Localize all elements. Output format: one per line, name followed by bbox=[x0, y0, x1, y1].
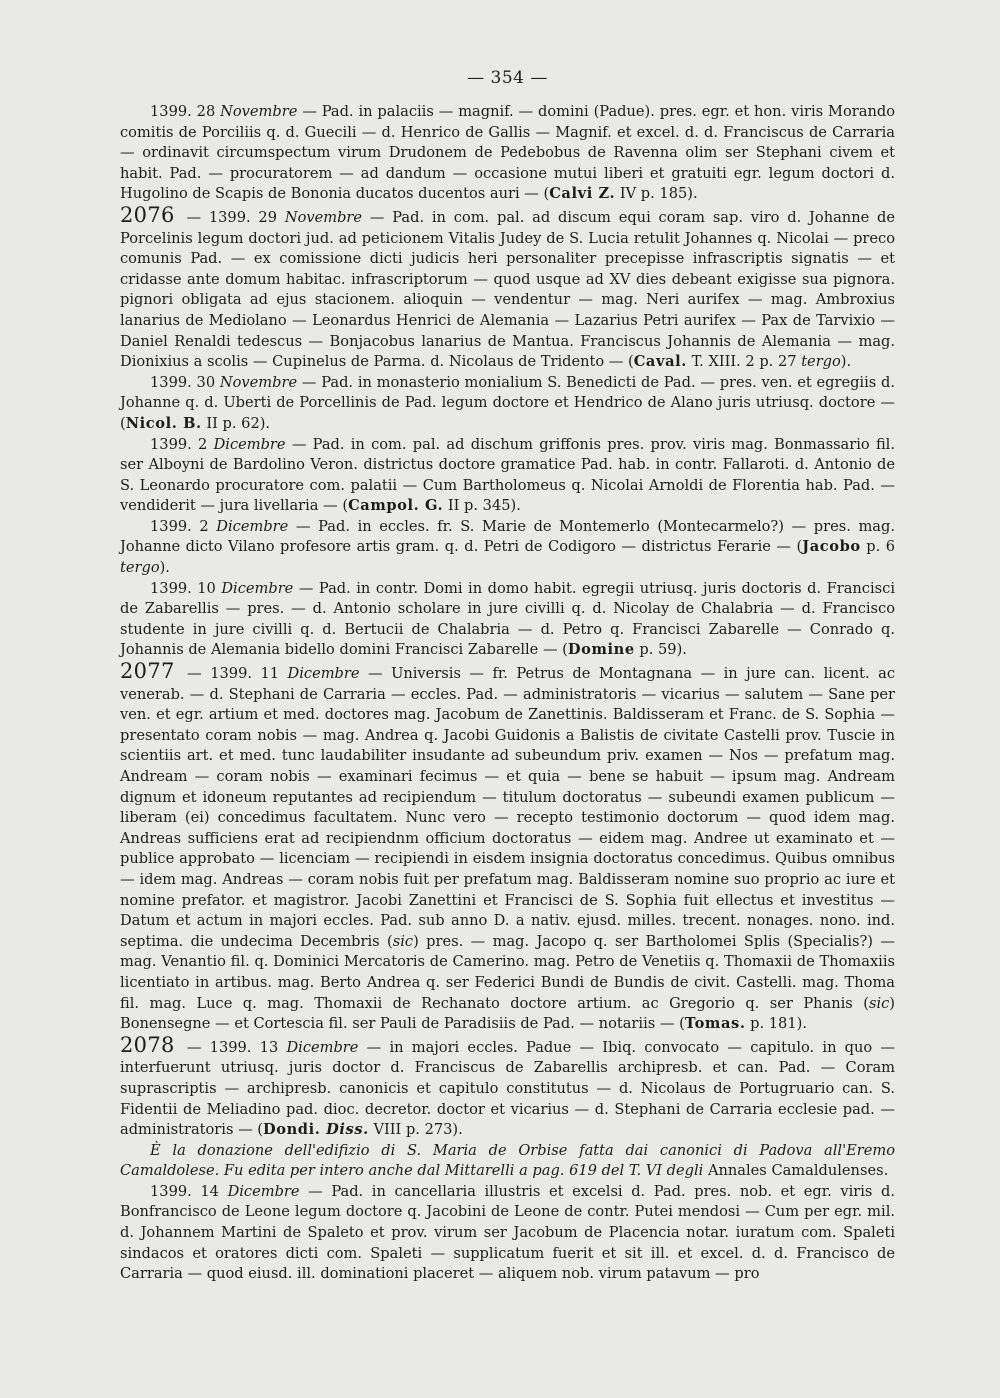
entry-tail: VIII p. 273). bbox=[368, 1121, 463, 1139]
entry-tail: IV p. 185). bbox=[615, 185, 698, 203]
entry-1399-12-14 bbox=[120, 1182, 895, 1285]
entry-tail: p. 181). bbox=[745, 1015, 807, 1033]
entry-tail: II p. 62). bbox=[201, 414, 271, 432]
entry-date: Novembre bbox=[219, 373, 298, 391]
entry-reference: Calvi Z. bbox=[549, 185, 616, 203]
entry-lead: 1399. 30 bbox=[150, 373, 220, 391]
entry-lead: — 1399. 11 bbox=[178, 665, 288, 683]
page-number: — 354 — bbox=[467, 68, 548, 88]
entry-lead: 1399. 28 bbox=[150, 103, 221, 120]
entry-tail-italic: tergo bbox=[801, 353, 841, 371]
entry-2078 bbox=[120, 1032, 896, 1141]
entry-lead: — 1399. 13 bbox=[178, 1038, 287, 1056]
entry-tail: p. 6 bbox=[860, 538, 895, 556]
entry-reference: Dondi. bbox=[263, 1121, 321, 1139]
note-text: È la donazione dell'edifizio di S. Maria de Orbise fatta dai canonici di Padova all'Eremo Camaldolese. Fu edita per intero anche dal Mittarelli a pag. 619 del T. VI degli bbox=[120, 1141, 895, 1180]
entry-2077 bbox=[120, 661, 895, 1035]
entry-tail: II p. 345). bbox=[443, 497, 521, 515]
entry-lead: 1399. 10 bbox=[150, 579, 222, 597]
entry-date: Dicembre bbox=[221, 579, 294, 597]
entry-body: — Pad. in com. pal. ad dischum griffonis pres. prov. viris mag. Bonmassario fil. ser Alboyni de Bardolino Veron. districtus doctore gramatice Pad. hab. in contr. Fallaroti. d. Antonio de S. Leonardo procuratore com. palatii — Cum Bartholomeus q. Nicolai Arnoldi de Florentia hab. Pad. — vendiderit — jura livellaria — ( bbox=[120, 435, 895, 515]
entry-number: 2076 bbox=[120, 202, 175, 227]
entry-1399-12-10 bbox=[120, 579, 895, 661]
entry-1399-11-28 bbox=[120, 102, 895, 205]
entry-1399-12-02-b bbox=[120, 517, 895, 579]
entry-tail-end: ). bbox=[159, 559, 170, 577]
entry-2076 bbox=[120, 202, 896, 373]
entry-date: Novembre bbox=[220, 103, 298, 120]
entry-reference-italic: Diss. bbox=[320, 1121, 369, 1139]
entry-reference: Caval. bbox=[633, 353, 687, 371]
entry-body: — Pad. in cancellaria illustris et excelsi d. Pad. pres. nob. et egr. viris d. Bonfrancisco de Leone legum doctore q. Jacobini de Leone de contr. Putei mendosi — Cum per egr. mil. d. Johannem Martini de Spaleto et prov. virum ser Jacobum de Placencia notar. iuratum com. Spaleti sindacos et oratores dicti com. Spaleti — supplicatum fuerit et sit ill. et excel. d. d. Francisco de Carraria — quod eiusd. ill. dominationi placeret — aliquem nob. virum patavum — pro bbox=[120, 1182, 895, 1283]
entry-reference: Nicol. B. bbox=[125, 414, 202, 432]
entry-sic-1: sic bbox=[392, 932, 414, 950]
entry-body: — Universis — fr. Petrus de Montagnana — in jure can. licent. ac venerab. — d. Stephani de Carraria — eccles. Pad. — administratoris — vicarius — salutem — Sane per ven. et egr. artium et med. doctores mag. Jacobum de Zanettinis. Baldisseram et Franc. de S. Sophia — presentato coram nobis — mag. Andrea q. Jacobi Guidonis a Balistis de civitate Castelli prov. Tuscie in scientiis art. et med. tunc laudabiliter insudante ad subeundum priv. examen — Nos — prefatum mag. Andream — coram nobis — examinari fecimus — et quia — bene se habuit — ipsum mag. Andream dignum et idoneum reputantes ad recipiendum — titulum doctoratus — subeundi examen publicum — liberam (ei) concedimus facultatem. Nunc vero — recepto testimonio doctorum — quod idem mag. Andreas sufficiens erat ad recipiendnm officium doctoratus — eidem mag. Andree ut examinato et — publice approbato — licenciam — recipiendi in eisdem insignia doctoratus concedimus. Quibus omnibus — idem mag. Andreas — coram nobis fuit per prefatum mag. Baldisseram nomine suo proprio ac iure et nomine prefator. et magistror. Jacobi Zanettini et Francisci de S. Sophia fuit ellectus et investitus — Datum et actum in majori eccles. Pad. sub anno D. a nativ. ejusd. milles. trecent. nonages. nono. ind. septima. die undecima Decembris ( bbox=[120, 665, 895, 950]
entry-lead: — 1399. 29 bbox=[178, 208, 285, 226]
entry-sic-2: sic bbox=[868, 994, 890, 1012]
entry-tail-italic: tergo bbox=[120, 559, 160, 577]
entry-tail: p. 59). bbox=[634, 641, 687, 659]
entry-reference: Jacobo bbox=[802, 538, 861, 556]
entry-date: Dicembre bbox=[227, 1182, 300, 1200]
entry-body-continued: ) pres. — mag. Jacopo q. ser Bartholomei Splis (Specialis?) — mag. Venantio fil. q. Dominici Mercatoris de Camerino. mag. Petro de Venetiis q. Thomaxii de Thomaxiis licentiato in artibus. mag. Berto Andrea q. ser Federici Bundi de Bundis de civit. Castelli. mag. Thoma fil. mag. Luce q. mag. Thomaxii de Rechanato doctore artium. ac Gregorio q. ser Phanis ( bbox=[120, 932, 895, 1012]
entry-number: 2077 bbox=[120, 659, 175, 684]
entry-body: — in majori eccles. Padue — Ibiq. convocato — capitulo. in quo — interfuerunt utriusq. juris doctor d. Franciscus de Zabarellis archipresb. et can. Pad. — Coram suprascriptis — archipresb. canonicis et capitulo constitutus — d. Nicolaus de Portugruario can. S. Fidentii de Meliadino pad. dioc. decretor. doctor et vicarius — d. Stephani de Carraria ecclesie pad. — administratoris — ( bbox=[120, 1038, 896, 1139]
entry-body: — Pad. in com. pal. ad discum equi coram sap. viro d. Johanne de Porcelinis legum doctori jud. ad peticionem Vitalis Judey de S. Lucia retulit Johannes q. Nicolai — preco comunis Pad. — ex comissione dicti judicis heri personaliter precepisse infrascriptis signatis — et cridasse ante domum habitac. infrascriptorum — quod usque ad XV dies debeant exigisse sua pignora. pignori obligata ad ejus stacionem. alioquin — vendentur — mag. Neri aurifex — mag. Ambroxius lanarius de Mediolano — Leonardus Henrici de Alemania — Lazarius Petri aurifex — Pax de Tarvixio — Daniel Renaldi tedescus — Bonjacobus lanarius de Mantua. Franciscus Johannis de Alemania — mag. Dionixius a scolis — Cupinelus de Parma. d. Nicolaus de Tridento — ( bbox=[120, 208, 896, 371]
entry-body: — Pad. in contr. Domi in domo habit. egregii utriusq. juris doctoris d. Francisci de Zabarellis — pres. — d. Antonio scholare in jure civilli q. d. Nicolay de Chalabria — d. Francisco studente in jure civilli q. d. Bertucii de Chalabria — d. Petro q. Francisci Zabarelle — Conrado q. Johannis de Alemania bidello domini Francisci Zabarelle — ( bbox=[120, 579, 895, 659]
entry-body-continued-2: ) Bonensegne — et Cortescia fil. ser Pauli de Paradisiis de Pad. — notariis — ( bbox=[120, 994, 895, 1033]
note-roman-text: Annales Camaldulenses. bbox=[707, 1162, 889, 1180]
entry-date: Dicembre bbox=[287, 665, 360, 683]
entry-number: 2078 bbox=[120, 1032, 175, 1057]
entry-date: Dicembre bbox=[286, 1038, 359, 1056]
entry-reference: Campol. G. bbox=[348, 497, 444, 515]
entry-date: Dicembre bbox=[213, 435, 286, 453]
entry-lead: 1399. 14 bbox=[150, 1182, 228, 1200]
entry-date: Novembre bbox=[284, 208, 363, 226]
entry-lead: 1399. 2 bbox=[150, 435, 214, 453]
entry-reference: Tomas. bbox=[684, 1015, 746, 1033]
entry-tail-end: ). bbox=[840, 353, 852, 371]
entry-1399-12-02-a bbox=[120, 435, 895, 517]
entry-1399-11-30 bbox=[120, 373, 895, 435]
entry-body: — Pad. in monasterio monialium S. Benedicti de Pad. — pres. ven. et egregiis d. Johanne q. d. Uberti de Porcellinis de Pad. legum doctore et Hendrico de Alano juris utriusq. doctore — ( bbox=[120, 373, 895, 432]
entry-body: — Pad. in eccles. fr. S. Marie de Montemerlo (Montecarmelo?) — pres. mag. Johanne dicto Vilano profesore artis gram. q. d. Petri de Codigoro — districtus Ferarie — ( bbox=[120, 517, 895, 556]
editorial-note bbox=[120, 1141, 895, 1182]
entry-date: Dicembre bbox=[216, 517, 289, 535]
entry-tail: T. XIII. 2 p. 27 bbox=[686, 353, 802, 371]
entry-body: — Pad. in palaciis — magnif. — domini (Padue). pres. egr. et hon. viris Morando comitis de Porciliis q. d. Guecili — d. Henrico de Gallis — Magnif. et excel. d. d. Franciscus de Carraria — ordinavit circumspectum virum Drudonem de Pedebobus de Ravenna olim ser Stephani civem et habit. Pad. — procuratorem — ad dandum — occasione mutui liberi et gratuiti egr. legum doctori d. Hugolino de Scapis de Bononia ducatos ducentos auri — ( bbox=[120, 103, 895, 203]
entry-lead: 1399. 2 bbox=[150, 517, 217, 535]
entry-reference: Domine bbox=[567, 641, 635, 659]
